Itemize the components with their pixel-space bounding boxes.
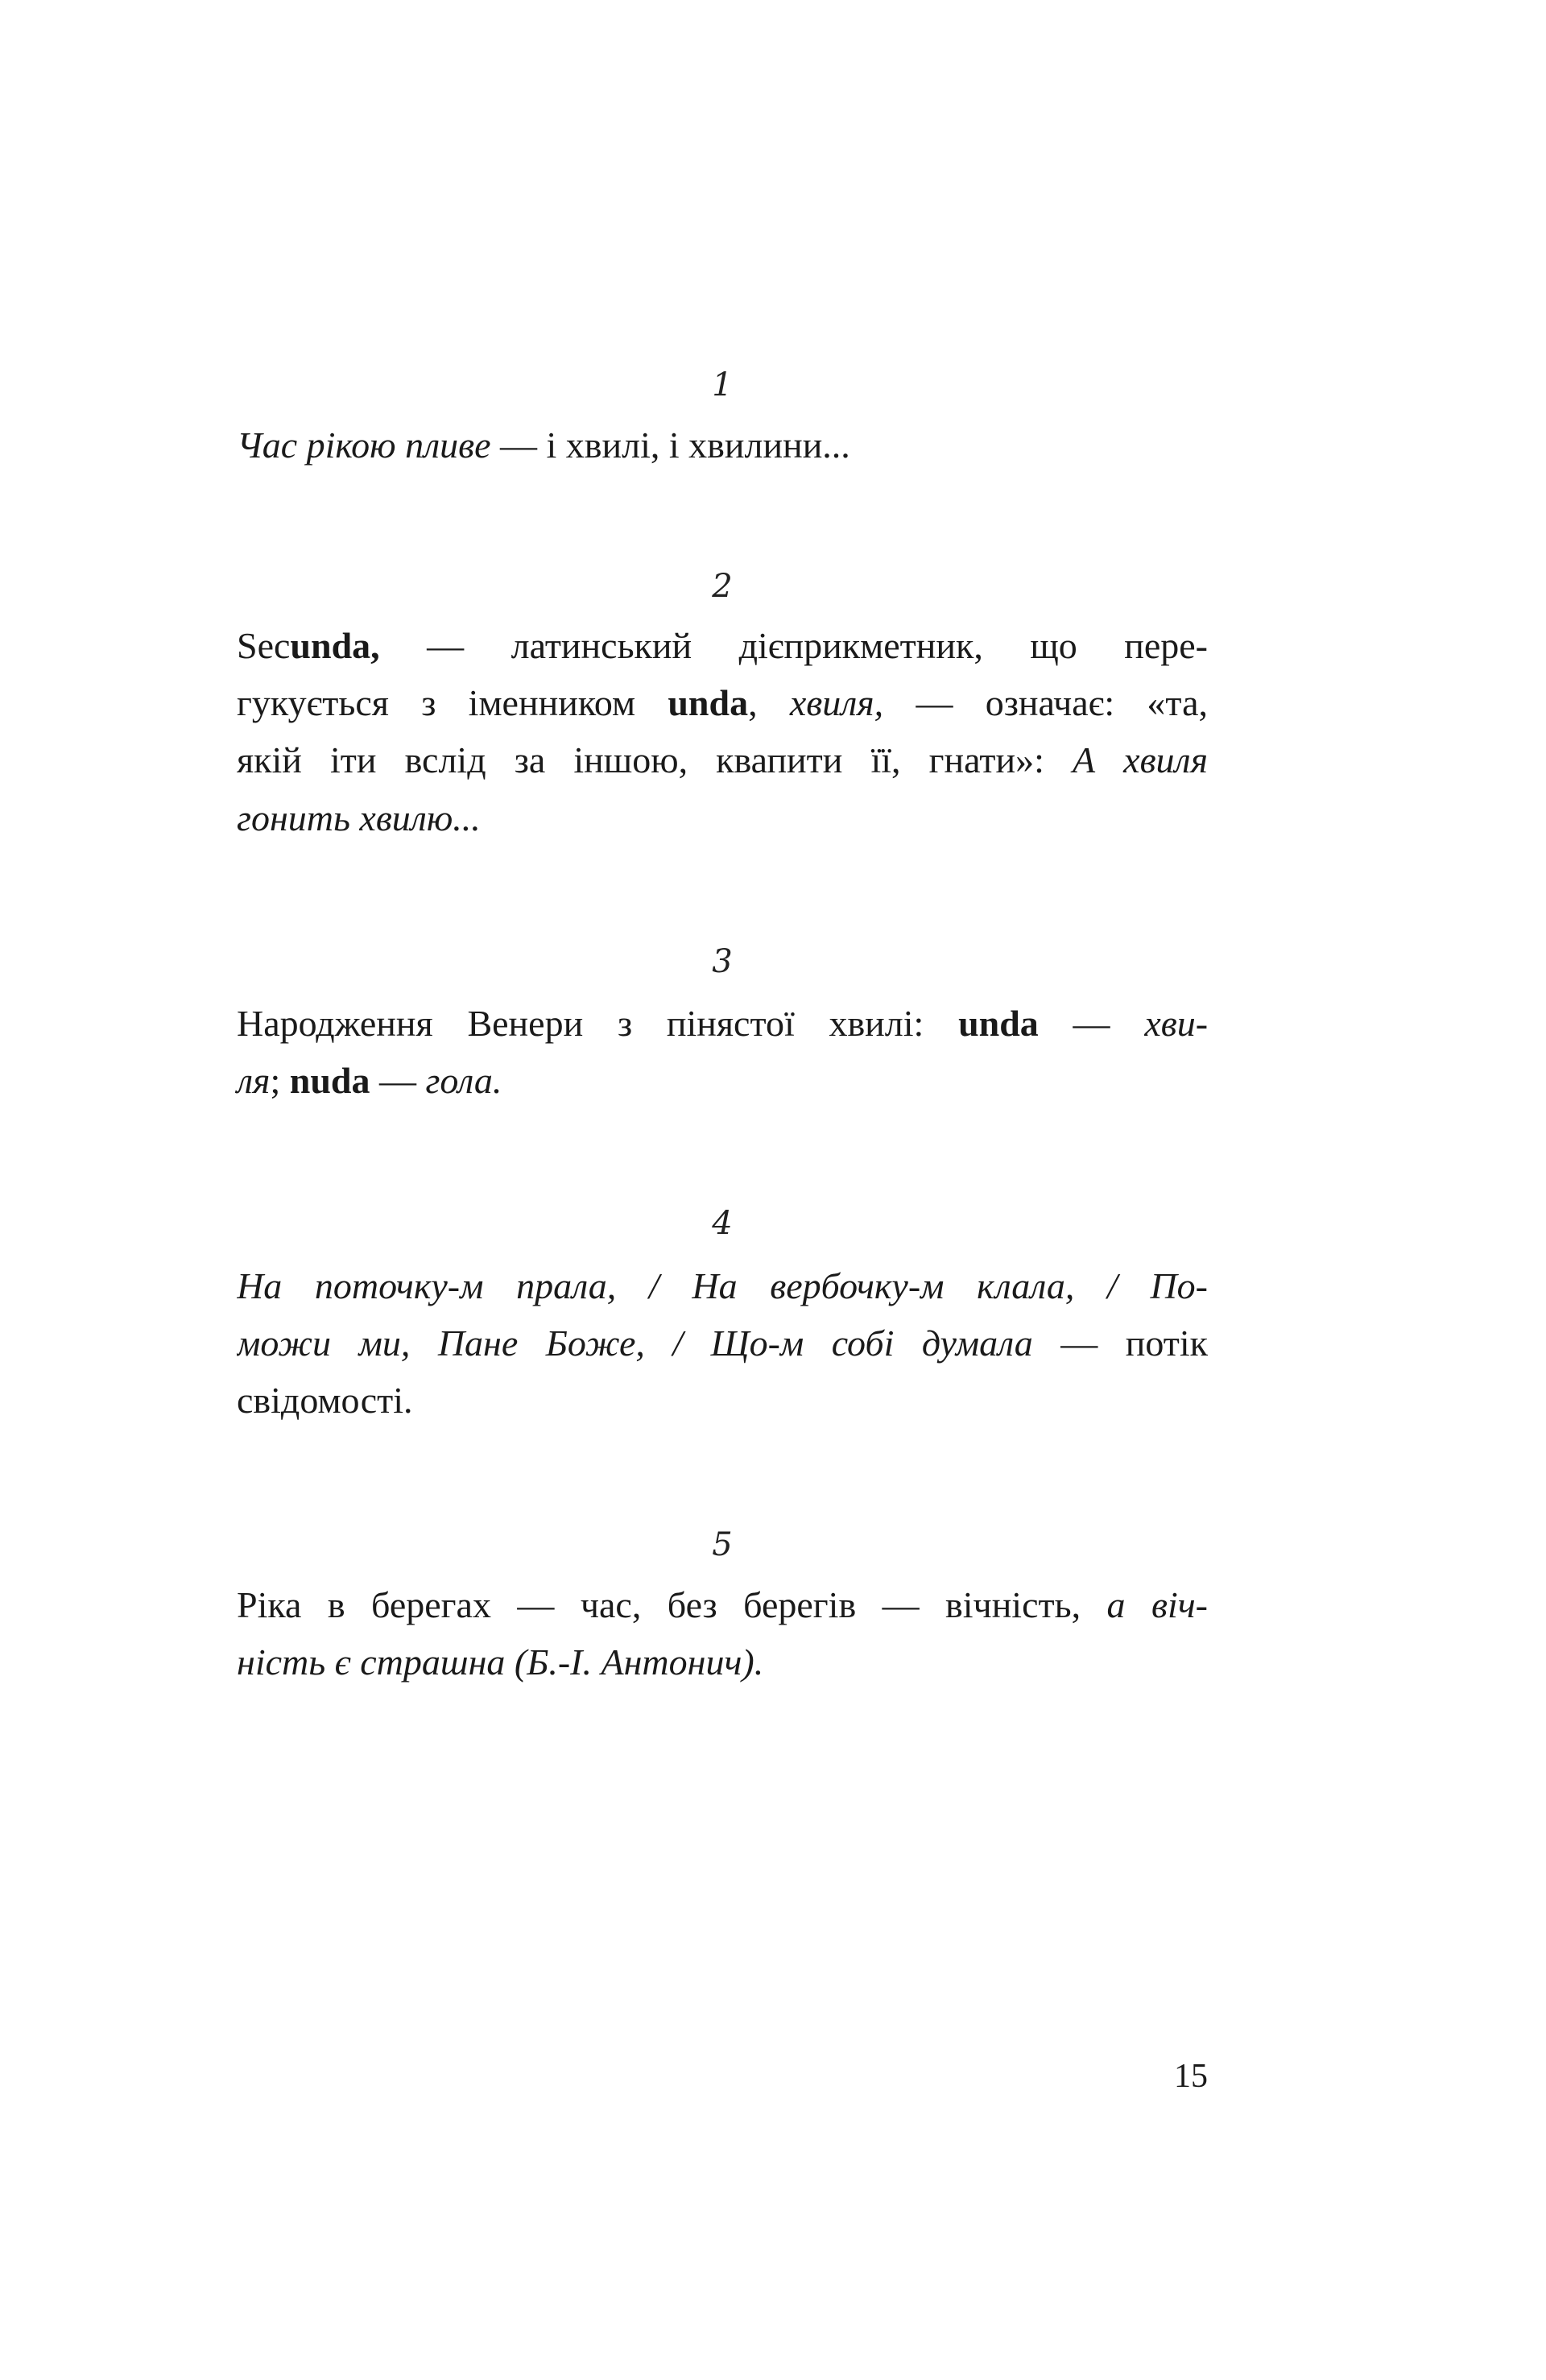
text-segment: , xyxy=(748,682,790,723)
page-number: 15 xyxy=(1174,2058,1208,2095)
italic-text: На поточку-м прала, / На вербочку-м клала, / По- xyxy=(237,1265,1208,1306)
text-segment: — потік xyxy=(1032,1322,1208,1364)
text-segment: ; xyxy=(270,1060,290,1101)
bold-term: unda xyxy=(958,1003,1039,1044)
text-segment: — xyxy=(1038,1003,1145,1044)
italic-text: гонить хвилю... xyxy=(237,797,481,838)
bold-term: nuda xyxy=(289,1060,370,1101)
text-line xyxy=(237,995,1208,1053)
italic-text: А хвиля xyxy=(1072,739,1208,780)
bold-term: unda, xyxy=(290,625,380,666)
italic-text: гола. xyxy=(425,1060,502,1101)
bold-term: unda xyxy=(668,682,749,723)
section-number: 4 xyxy=(712,1205,733,1242)
text-segment: — означає: «та, xyxy=(883,682,1208,723)
section-number: 1 xyxy=(712,366,733,404)
section-number: 5 xyxy=(712,1526,733,1563)
text-line xyxy=(237,416,1208,474)
text-segment: — і хвилі, і хвилини... xyxy=(490,424,850,466)
text-segment: Ріка в берегах — час, без берегів — вічність, xyxy=(237,1584,1107,1625)
italic-text: Час рікою пливе xyxy=(237,424,491,466)
text-line xyxy=(237,617,1208,675)
text-line xyxy=(237,1372,1208,1430)
text-segment: гукується з іменником xyxy=(237,682,668,723)
text-line xyxy=(237,1052,1208,1110)
italic-text: ля xyxy=(237,1060,271,1101)
text-segment: — xyxy=(370,1060,426,1101)
italic-text: ність є страшна (Б.-І. Антонич). xyxy=(237,1641,764,1683)
text-line xyxy=(237,1576,1208,1634)
text-line xyxy=(237,731,1208,789)
italic-text: а віч- xyxy=(1106,1584,1208,1625)
section-number: 3 xyxy=(712,943,733,980)
text-line xyxy=(237,1314,1208,1372)
italic-text: хви- xyxy=(1144,1003,1208,1044)
text-segment: Sec xyxy=(237,625,291,666)
text-segment: — латинський дієприкметник, що пере- xyxy=(379,625,1208,666)
text-line xyxy=(237,1257,1208,1315)
text-line xyxy=(237,789,1208,847)
text-line xyxy=(237,674,1208,732)
text-line xyxy=(237,1633,1208,1691)
text-segment: свідомості. xyxy=(237,1380,413,1421)
italic-text: можи ми, Пане Боже, / Що-м собі думала xyxy=(237,1322,1033,1364)
text-segment: якій іти вслід за іншою, квапити її, гнати»: xyxy=(237,739,1073,780)
section-number: 2 xyxy=(712,568,733,605)
text-segment: Народження Венери з пінястої хвилі: xyxy=(237,1003,959,1044)
italic-text: хвиля, xyxy=(789,682,884,723)
